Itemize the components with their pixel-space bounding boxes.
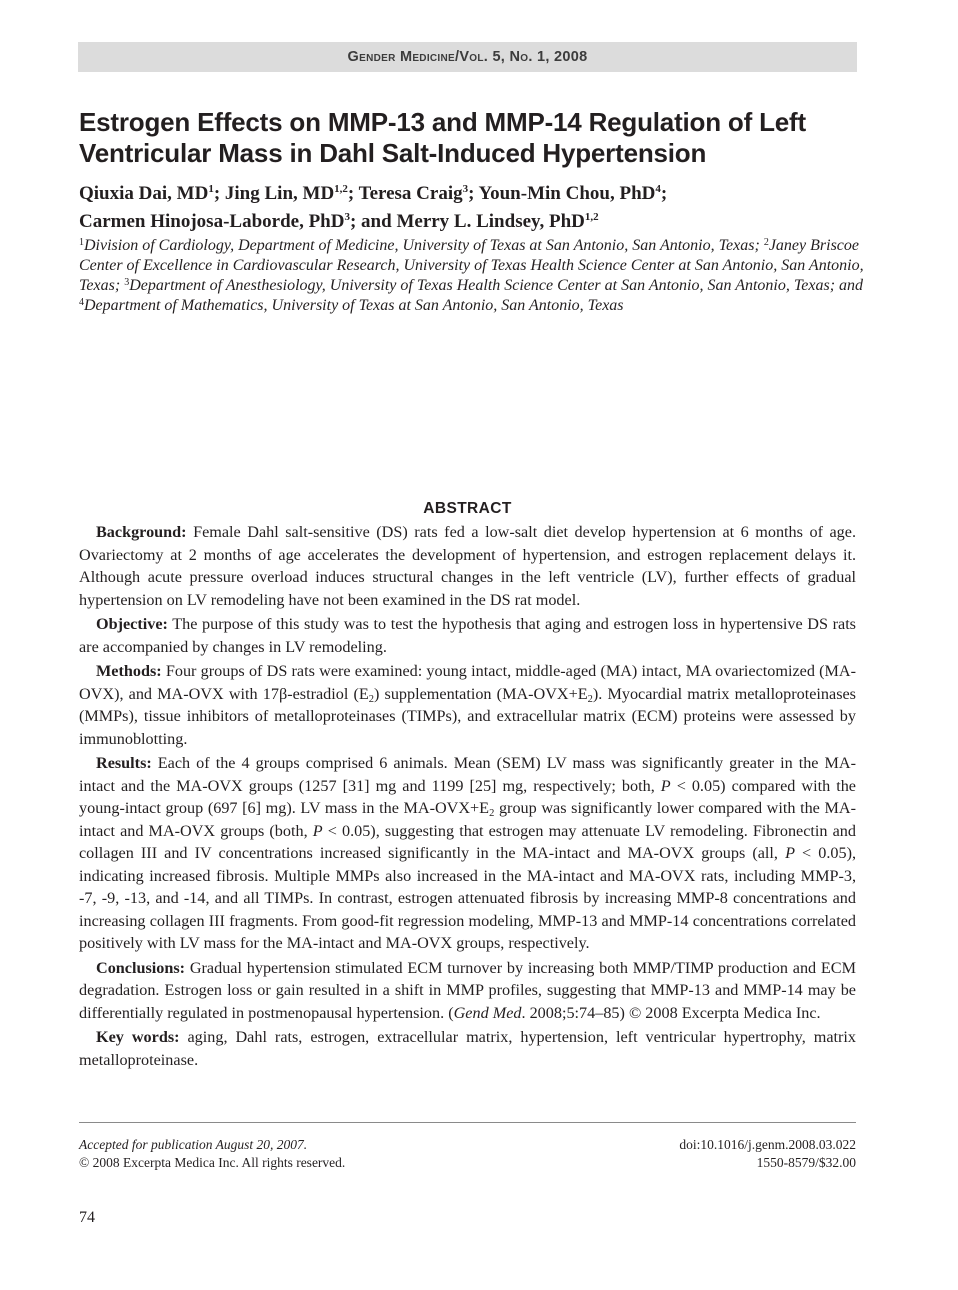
conclusions-text: . 2008;5:74–85) © 2008 Excerpta Medica Inc. <box>521 1003 821 1022</box>
abstract-conclusions <box>79 957 856 1025</box>
results-text: group was significantly lower compared with the MA-intact and MA-OVX groups (both, <box>79 799 856 840</box>
affiliation-sup: 2 <box>763 237 769 248</box>
affiliation-4: Department of Mathematics, University of Texas at San Antonio, San Antonio, Texas <box>84 297 624 314</box>
issn-price: 1550-8579/$32.00 <box>756 1155 856 1170</box>
objective-text: The purpose of this study was to test the hypothesis that aging and estrogen loss in hypertensive DS rats are accompanied by changes in LV remodeling. <box>79 615 856 656</box>
methods-text: Four groups of DS rats were examined: young intact, middle-aged (MA) intact, MA ovariectomized (MA-OVX), and MA-OVX with 17β-estradiol (E <box>79 662 856 703</box>
author-affil-sup: 4 <box>655 183 661 195</box>
author-name: Qiuxia Dai, MD <box>79 183 209 204</box>
author-list <box>79 180 869 236</box>
running-header-band <box>78 42 857 72</box>
copyright-notice: © 2008 Excerpta Medica Inc. All rights reserved. <box>79 1155 346 1170</box>
subscript: 2 <box>587 693 593 705</box>
results-text: Each of the 4 groups comprised 6 animals. Mean (SEM) LV mass was significantly greater in the MA-intact and the MA-OVX groups (1257 [31] mg and 1199 [25] mg, respectively; both, <box>79 754 856 795</box>
abstract-background <box>79 521 856 611</box>
background-label: Background: <box>96 523 187 541</box>
subscript: 2 <box>368 693 374 705</box>
author-name: Jing Lin, MD <box>224 183 335 204</box>
abstract-results <box>79 752 856 955</box>
author-affil-sup: 1 <box>208 183 214 195</box>
author-separator: ; and <box>349 211 397 232</box>
keywords-text: aging, Dahl rats, estrogen, extracellular matrix, hypertension, left ventricular hypertrophy, matrix metalloproteinase. <box>79 1028 856 1069</box>
accepted-date: Accepted for publication August 20, 2007. <box>79 1137 308 1152</box>
conclusions-text: Gradual hypertension stimulated ECM turnover by increasing both MMP/TIMP production and ECM degradation. Estrogen loss or gain resulted in a shift in MMP profiles, suggesting that MMP-13 and MMP-14 may be differentially regulated in postmenopausal hypertension. ( <box>79 958 856 1022</box>
author-name: Merry L. Lindsey, PhD <box>396 211 585 232</box>
author-affil-sup: 3 <box>344 211 350 223</box>
background-text: Female Dahl salt-sensitive (DS) rats fed a low-salt diet develop hypertension at 6 months of age. Ovariectomy at 2 months of age accelerates the development of hypertension, and estrogen replacement delays it. Although acute pressure overload induces structural changes in the left ventricle (LV), further effects of gradual hypertension on LV remodeling have not been examined in the DS rat model. <box>79 523 856 609</box>
article-title: Estrogen Effects on MMP-13 and MMP-14 Regulation of Left Ventricular Mass in Dahl Salt-Induced Hypertension <box>79 107 806 168</box>
keywords-label: Key words: <box>96 1028 180 1046</box>
journal-abbrev: Gend Med <box>453 1003 522 1022</box>
affiliation-sup: 1 <box>79 237 84 248</box>
conclusions-label: Conclusions: <box>96 958 186 977</box>
author-affil-sup: 1,2 <box>584 211 599 223</box>
affiliation-sup: 4 <box>79 297 84 308</box>
p-symbol: P <box>785 844 795 862</box>
footer-divider <box>79 1122 856 1123</box>
author-name: Youn-Min Chou, PhD <box>478 183 656 204</box>
footer-left <box>79 1136 345 1172</box>
affiliations <box>79 236 869 316</box>
objective-label: Objective: <box>96 615 168 633</box>
running-header: Gender Medicine/Vol. 5, No. 1, 2008 <box>347 49 588 65</box>
author-separator: ; <box>468 183 479 204</box>
p-symbol: P <box>660 776 671 795</box>
results-text: < 0.05), suggesting that estrogen may attenuate LV remodeling. Fibronectin and collagen III and IV concentrations increased significantly in the MA-intact and MA-OVX groups (all, <box>79 821 856 862</box>
author-separator: ; <box>347 183 359 204</box>
affiliation-sup: 3 <box>124 277 130 288</box>
affiliation-2: Janey Briscoe Center of Excellence in Cardiovascular Research, University of Texas Health Science Center at San Antonio, San Antonio, Texas; <box>79 237 864 294</box>
affiliation-1: Division of Cardiology, Department of Medicine, University of Texas at San Antonio, San Antonio, Texas; <box>84 237 764 254</box>
author-separator: ; <box>213 183 225 204</box>
methods-label: Methods: <box>96 662 162 680</box>
author-name: Carmen Hinojosa-Laborde, PhD <box>79 211 345 232</box>
methods-text: ). Myocardial matrix metalloproteinases (MMPs), tissue inhibitors of metalloproteinases (TIMPs), and extracellular matrix (ECM) proteins were assessed by immunoblotting. <box>79 684 856 748</box>
results-text: < 0.05), indicating increased fibrosis. Multiple MMPs also increased in the MA-intact and MA-OVX rats, including MMP-3, -7, -9, -13, and -14, and all TIMPs. In contrast, estrogen attenuated fibrosis by increasing MMP-8 concentrations and increasing collagen III fragments. From good-fit regression modeling, MMP-13 and MMP-14 concentrations correlated positively with LV mass for the MA-intact and MA-OVX groups, respectively. <box>79 844 857 952</box>
p-symbol: P <box>312 821 323 840</box>
author-affil-sup: 3 <box>462 183 469 195</box>
abstract-keywords <box>79 1026 856 1071</box>
author-affil-sup: 1,2 <box>334 183 348 195</box>
methods-text: ) supplementation (MA-OVX+E <box>374 684 588 703</box>
affiliation-3: Department of Anesthesiology, University of Texas Health Science Center at San Antonio, San Antonio, Texas; and <box>129 277 864 294</box>
doi: doi:10.1016/j.genm.2008.03.022 <box>679 1137 856 1152</box>
abstract-heading: ABSTRACT <box>423 500 512 517</box>
author-name: Teresa Craig <box>358 183 463 204</box>
abstract-section <box>79 498 856 1073</box>
author-separator: ; <box>660 183 668 204</box>
abstract-objective <box>79 613 856 658</box>
results-text: < 0.05) compared with the young-intact group (697 [6] mg). LV mass in the MA-OVX+E <box>79 776 856 817</box>
footer-right <box>679 1136 856 1172</box>
subscript: 2 <box>489 808 495 819</box>
results-label: Results: <box>96 754 152 772</box>
abstract-methods <box>79 660 856 750</box>
page-number: 74 <box>79 1209 95 1226</box>
